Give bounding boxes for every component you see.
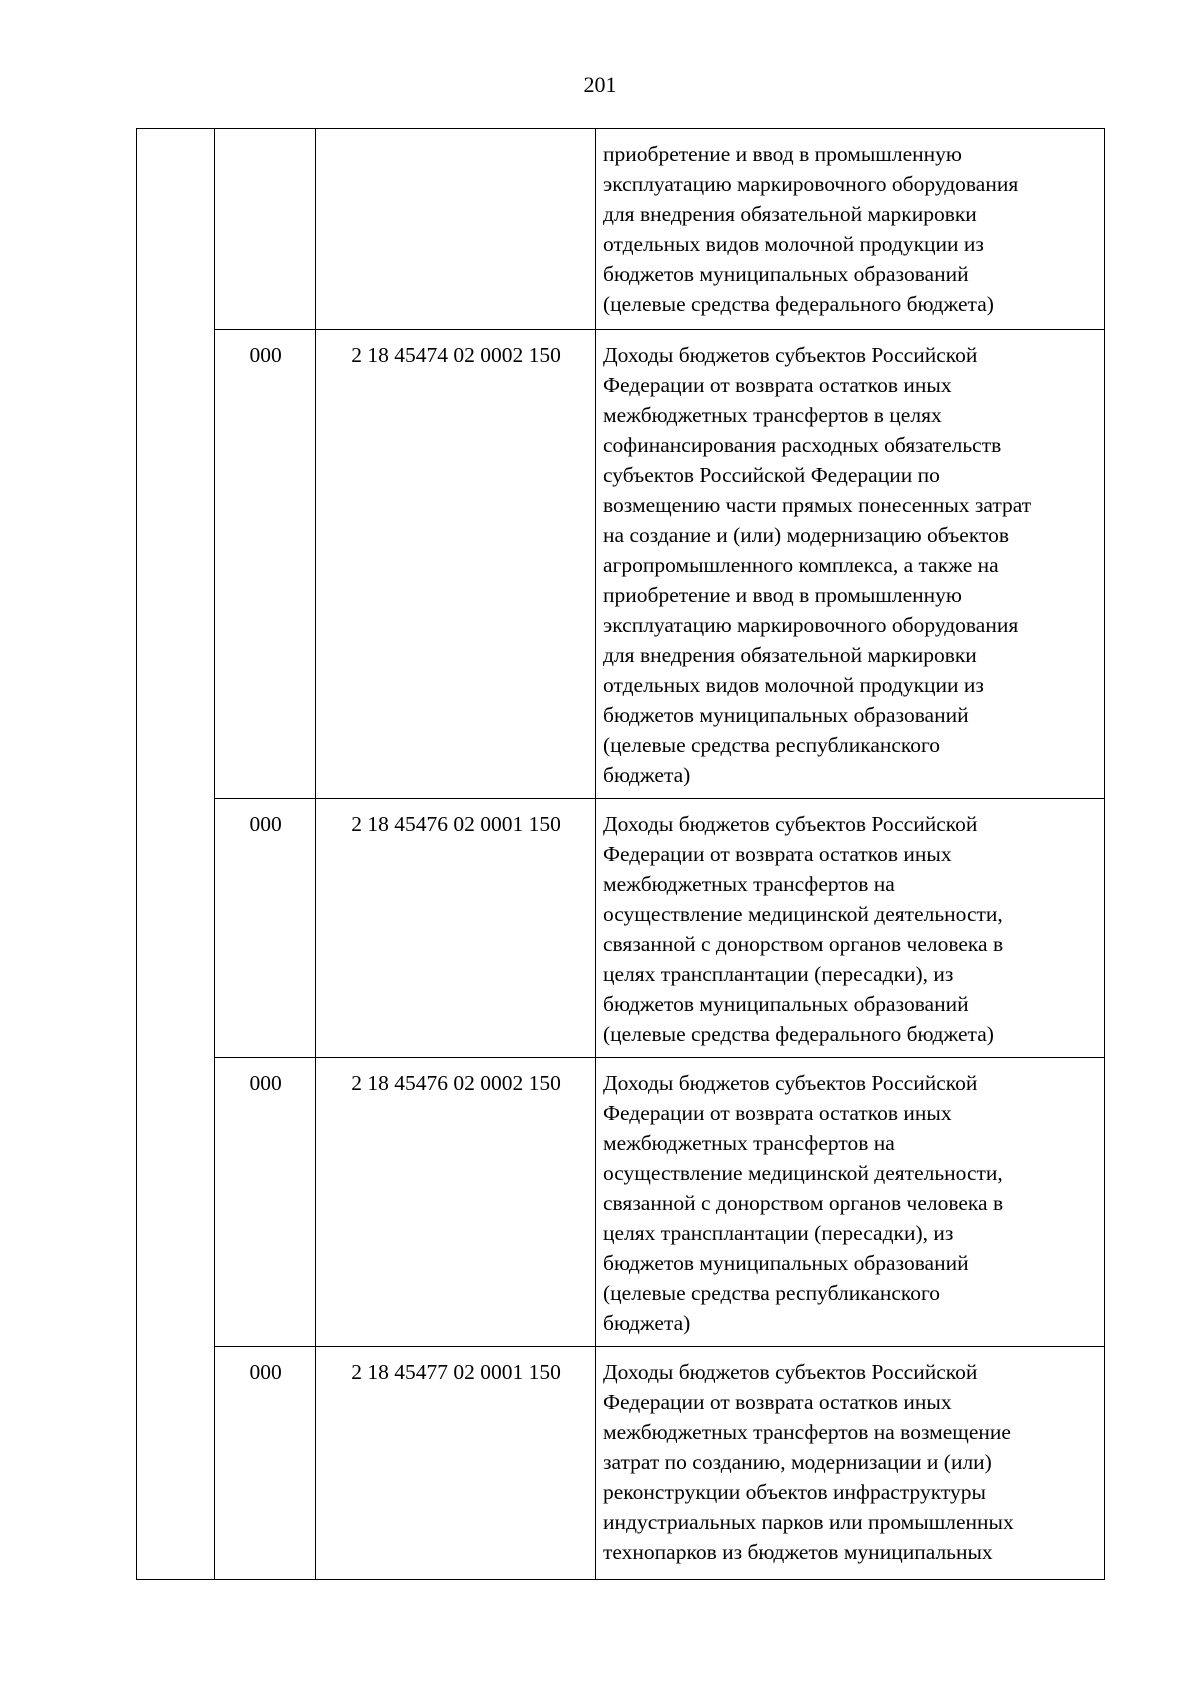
description-cell: приобретение и ввод в промышленную эксплуатацию маркировочного оборудования для внедрения обязательной маркировки отдельных видов молочной продукции из бюджетов муниципальных образований (целевые средства федерального бюджета) xyxy=(596,129,1105,330)
budget-code-cell: 2 18 45474 02 0002 150 xyxy=(316,330,596,799)
admin-code-cell xyxy=(215,129,316,330)
budget-code-cell: 2 18 45476 02 0001 150 xyxy=(316,799,596,1058)
empty-column-cell xyxy=(137,1058,215,1347)
page-number: 201 xyxy=(583,72,617,97)
table-row xyxy=(137,1347,1105,1580)
table-row xyxy=(137,799,1105,1058)
admin-code-cell: 000 xyxy=(215,330,316,799)
budget-code-cell xyxy=(316,129,596,330)
empty-column-cell xyxy=(137,330,215,799)
description-cell: Доходы бюджетов субъектов Российской Федерации от возврата остатков иных межбюджетных трансфертов на возмещение затрат по созданию, модернизации и (или) реконструкции объектов инфраструктуры индустриальных парков или промышленных технопарков из бюджетов муниципальных xyxy=(596,1347,1105,1580)
table-row xyxy=(137,1058,1105,1347)
admin-code-cell: 000 xyxy=(215,1058,316,1347)
empty-column-cell xyxy=(137,129,215,330)
budget-code-table xyxy=(136,128,1105,1580)
description-cell: Доходы бюджетов субъектов Российской Федерации от возврата остатков иных межбюджетных трансфертов на осуществление медицинской деятельности, связанной с донорством органов человека в целях трансплантации (пересадки), из бюджетов муниципальных образований (целевые средства республиканского бюджета) xyxy=(596,1058,1105,1347)
admin-code-cell: 000 xyxy=(215,1347,316,1580)
table-row xyxy=(137,330,1105,799)
table-row xyxy=(137,129,1105,330)
admin-code-cell: 000 xyxy=(215,799,316,1058)
empty-column-cell xyxy=(137,799,215,1058)
budget-code-cell: 2 18 45477 02 0001 150 xyxy=(316,1347,596,1580)
empty-column-cell xyxy=(137,1347,215,1580)
description-cell: Доходы бюджетов субъектов Российской Федерации от возврата остатков иных межбюджетных трансфертов на осуществление медицинской деятельности, связанной с донорством органов человека в целях трансплантации (пересадки), из бюджетов муниципальных образований (целевые средства федерального бюджета) xyxy=(596,799,1105,1058)
description-cell: Доходы бюджетов субъектов Российской Федерации от возврата остатков иных межбюджетных трансфертов в целях софинансирования расходных обязательств субъектов Российской Федерации по возмещению части прямых понесенных затрат на создание и (или) модернизацию объектов агропромышленного комплекса, а также на приобретение и ввод в промышленную эксплуатацию маркировочного оборудования для внедрения обязательной маркировки отдельных видов молочной продукции из бюджетов муниципальных образований (целевые средства республиканского бюджета) xyxy=(596,330,1105,799)
budget-code-cell: 2 18 45476 02 0002 150 xyxy=(316,1058,596,1347)
